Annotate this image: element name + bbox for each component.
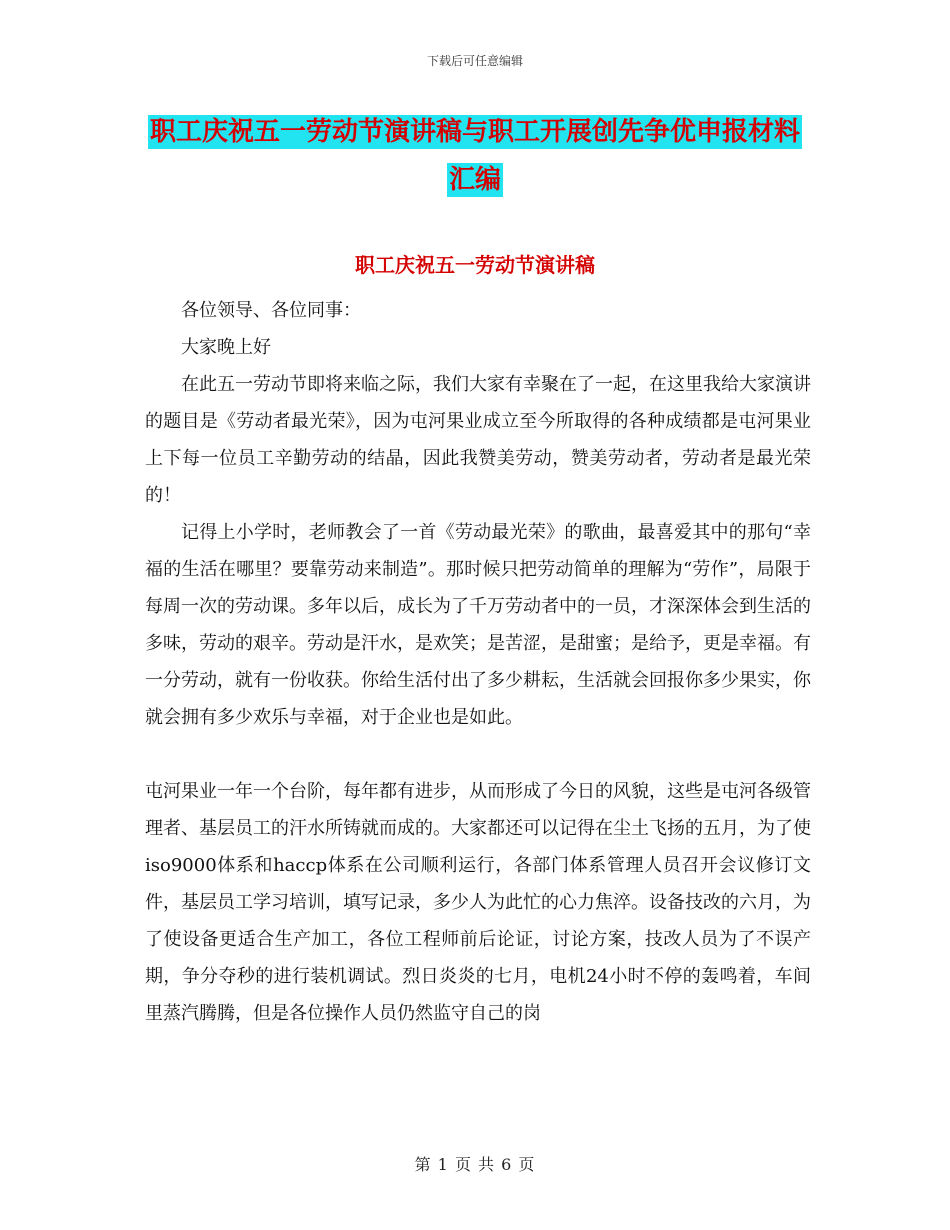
- body-paragraph: 在此五一劳动节即将来临之际，我们大家有幸聚在了一起，在这里我给大家演讲的题目是《劳动者最光荣》，因为屯河果业成立至今所取得的各种成绩都是屯河果业上下每一位员工辛勤劳动的结晶，因此我赞美劳动，赞美劳动者，劳动者是最光荣的！: [145, 374, 811, 506]
- document-body: [145, 292, 811, 1032]
- section-title: 职工庆祝五一劳动节演讲稿: [355, 253, 595, 277]
- page-number-footer: 第 1 页 共 6 页: [414, 1155, 536, 1174]
- header-note: 下载后可任意编辑: [426, 54, 523, 68]
- greeting-paragraph: 大家晚上好: [181, 337, 271, 358]
- body-paragraph: 记得上小学时，老师教会了一首《劳动最光荣》的歌曲，最喜爱其中的那句“幸福的生活在哪里？要靠劳动来制造”。那时候只把劳动简单的理解为“劳作”，局限于每周一次的劳动课。多年以后，成长为了千万劳动者中的一员，才深深体会到生活的多味，劳动的艰辛。劳动是汗水，是欢笑；是苦涩，是甜蜜；是给予，更是幸福。有一分劳动，就有一份收获。你给生活付出了多少耕耘，生活就会回报你多少果实，你就会拥有多少欢乐与幸福，对于企业也是如此。: [145, 522, 811, 728]
- salutation-paragraph: 各位领导、各位同事：: [181, 300, 361, 321]
- body-paragraph: 屯河果业一年一个台阶，每年都有进步，从而形成了今日的风貌，这些是屯河各级管理者、基层员工的汗水所铸就而成的。大家都还可以记得在尘土飞扬的五月，为了使iso9000体系和haccp体系在公司顺利运行，各部门体系管理人员召开会议修订文件，基层员工学习培训，填写记录，多少人为此忙的心力焦淬。设备技改的六月，为了使设备更适合生产加工，各位工程师前后论证，讨论方案，技改人员为了不误产期，争分夺秒的进行装机调试。烈日炎炎的七月，电机24小时不停的轰鸣着，车间里蒸汽腾腾，但是各位操作人员仍然监守自己的岗: [145, 781, 811, 1024]
- document-title: [140, 108, 810, 204]
- document-title-text: 职工庆祝五一劳动节演讲稿与职工开展创先争优申报材料汇编: [149, 117, 800, 195]
